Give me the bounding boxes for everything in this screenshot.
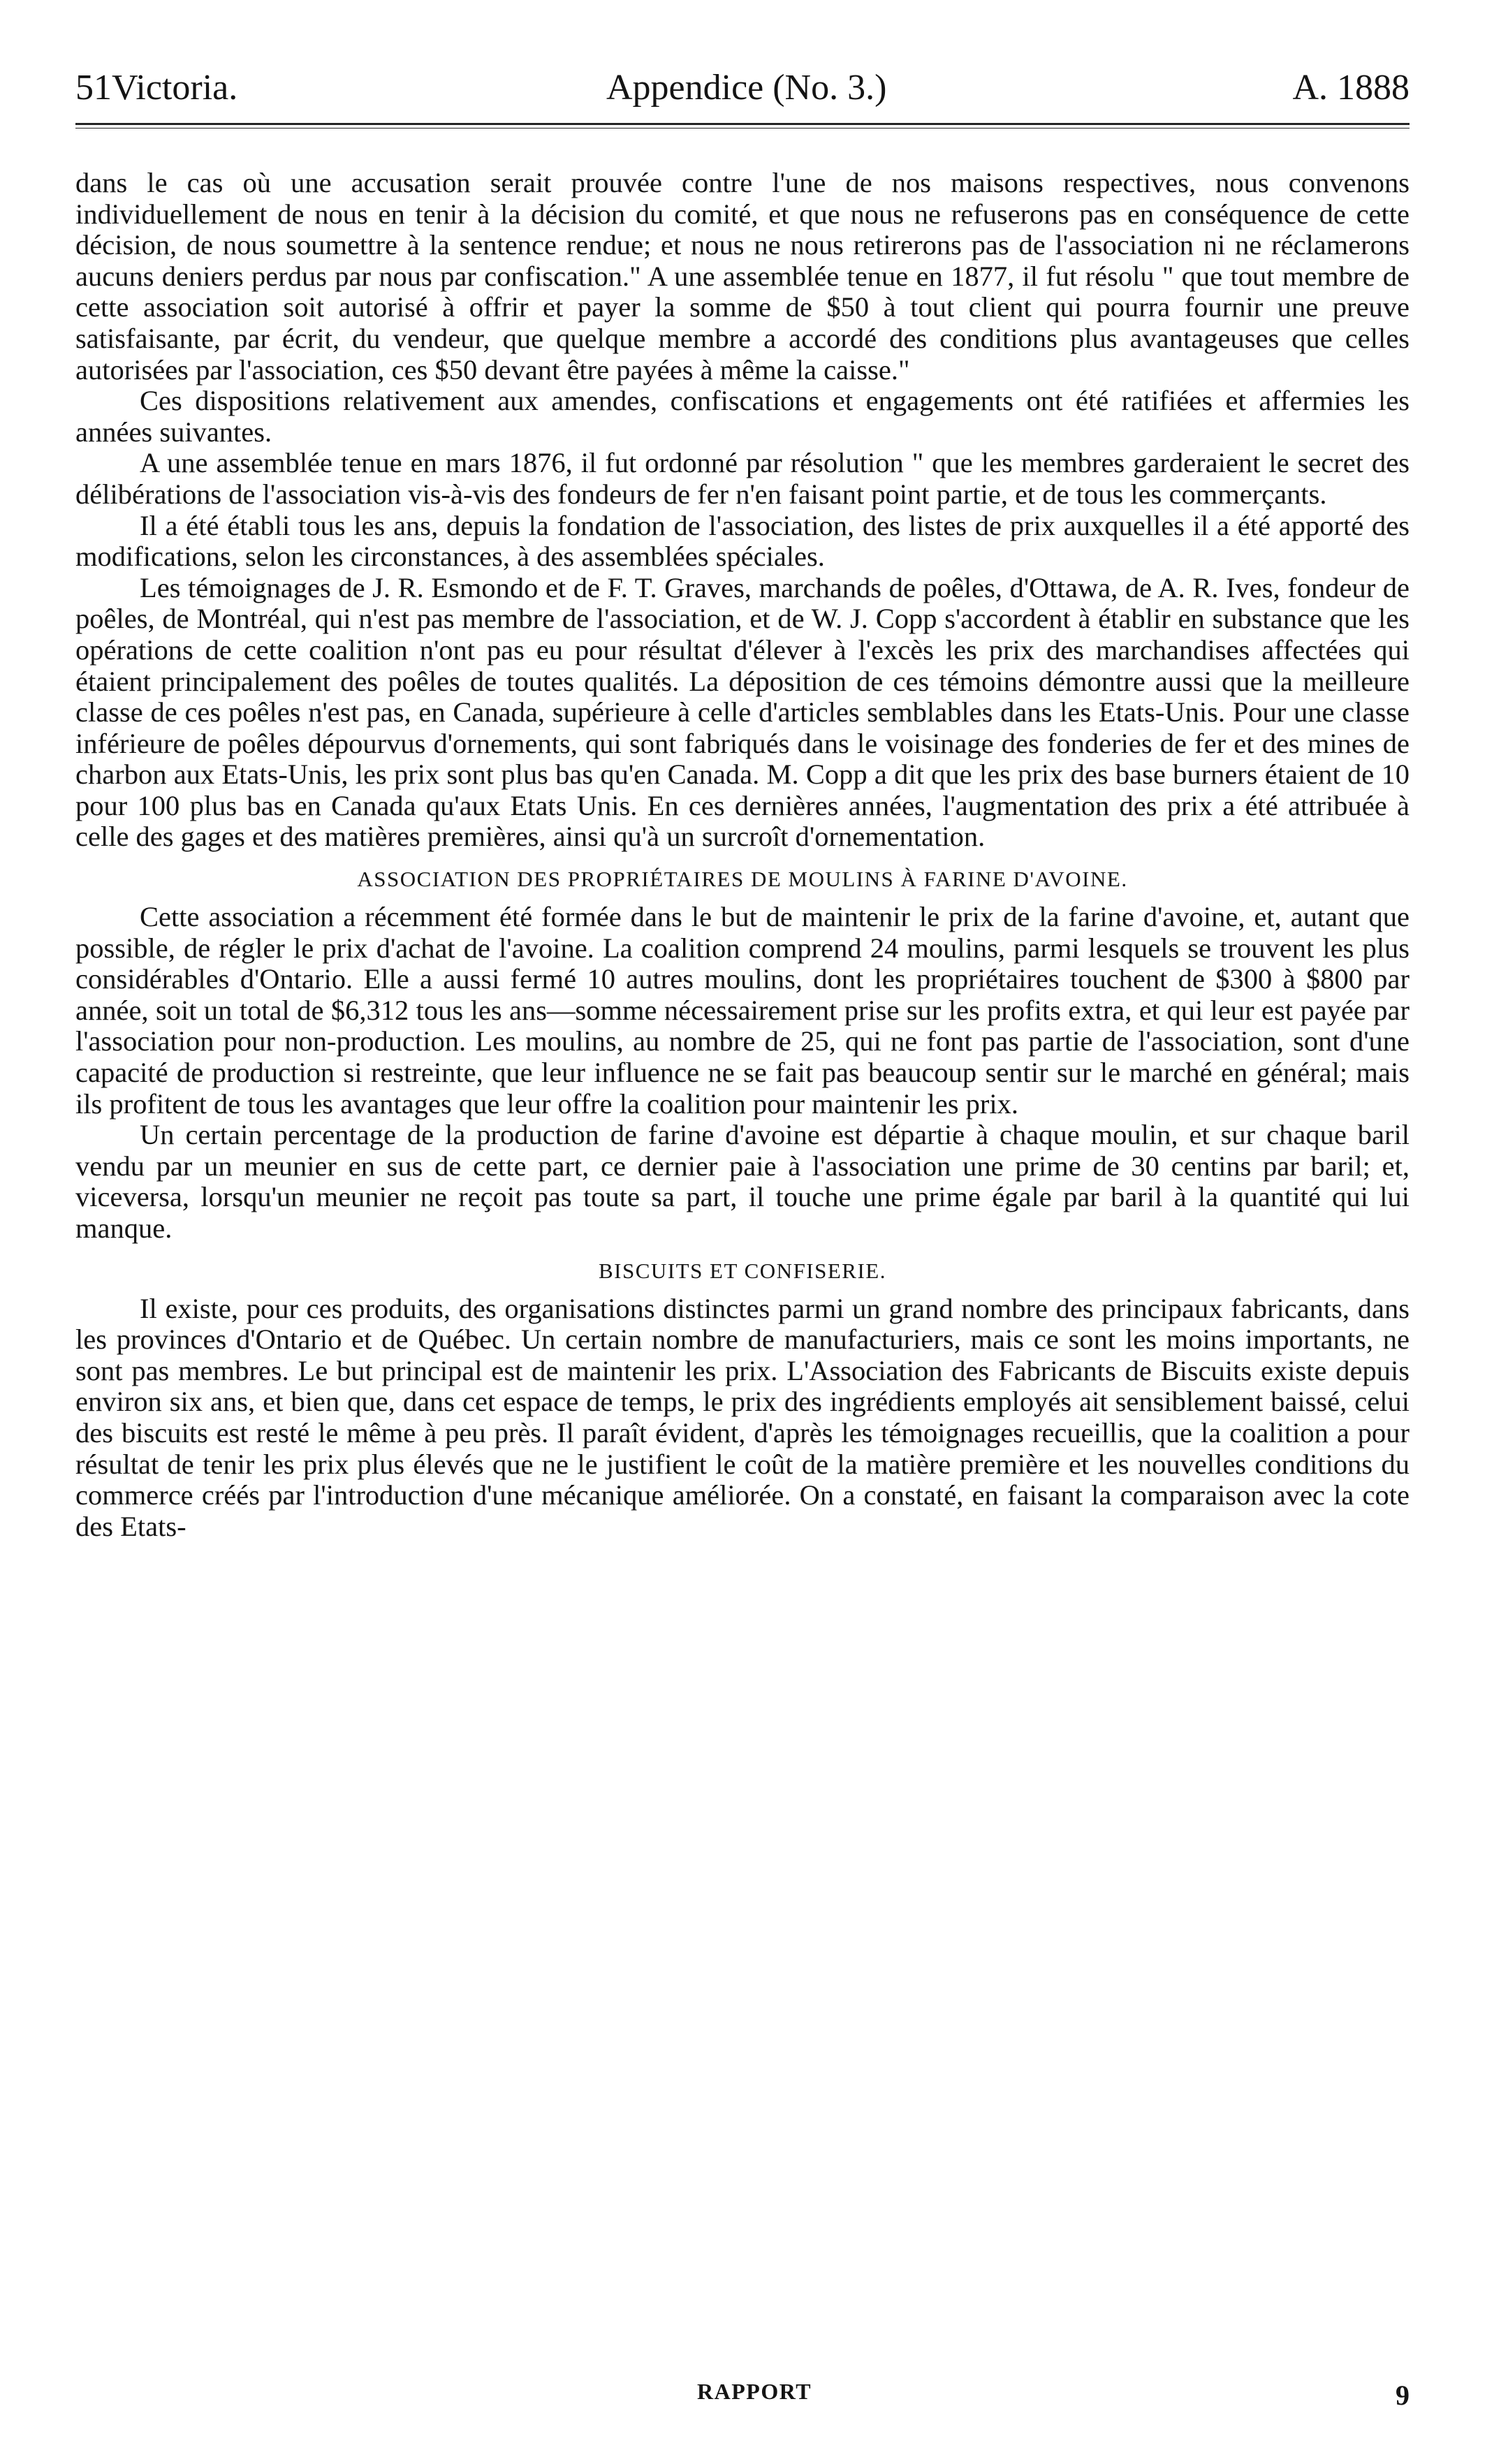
document-page (75, 56, 1410, 2430)
paragraph: Cette association a récemment été formée dans le but de maintenir le prix de la farine d'avoine, et, autant que possible, de régler le prix d'achat de l'avoine. La coalition comprend 24 moulins, parmi lesquels se trouvent les plus considérables d'Ontario. Elle a aussi fermé 10 autres moulins, dont les propriétaires touchent de $300 à $800 par année, soit un total de $6,312 tous les ans—somme nécessairement prise sur les profits extra, et qui leur est payée par l'association pour non-production. Les moulins, au nombre de 25, qui ne font pas partie de l'association, sont d'une capacité de production si restreinte, que leur influence ne se fait pas beaucoup sentir sur le marché en général; mais ils profitent de tous les avantages que leur offre la coalition pour maintenir les prix. (75, 901, 1410, 1120)
paragraph: dans le cas où une accusation serait prouvée contre l'une de nos maisons respectives, nous convenons individuellement de nous en tenir à la décision du comité, et que nous ne refuserons pas en conséquence de cette décision, de nous soumettre à la sentence rendue; et nous ne nous retirerons pas de l'association ni ne réclamerons aucuns deniers perdus par nous par confiscation." A une assemblée tenue en 1877, il fut résolu " que tout membre de cette association soit autorisé à offrir et payer la somme de $50 à tout client qui pourra fournir une preuve satisfaisante, par écrit, du vendeur, que quelque membre a accordé des conditions plus avantageuses que celles autorisées par l'association, ces $50 devant être payées à même la caisse." (75, 167, 1410, 386)
header-session: 51Victoria. (75, 68, 238, 108)
paragraph: Ces dispositions relativement aux amendes, confiscations et engagements ont été ratifiées et affermies les années suivantes. (75, 385, 1410, 448)
page-number: 9 (1396, 2379, 1410, 2411)
paragraph: Il existe, pour ces produits, des organisations distinctes parmi un grand nombre des principaux fabricants, dans les provinces d'Ontario et de Québec. Un certain nombre de manufacturiers, mais ce sont les moins importants, ne sont pas membres. Le but principal est de maintenir les prix. L'Association des Fabricants de Biscuits existe depuis environ six ans, et bien que, dans cet espace de temps, le prix des ingrédients employés ait sensiblement baissé, celui des biscuits est resté le même à peu près. Il paraît évident, d'après les témoignages recueillis, que la coalition a pour résultat de tenir les prix plus élevés que ne le justifient le coût de la matière première et les nouvelles conditions du commerce créés par l'introduction d'une mécanique améliorée. On a constaté, en faisant la comparaison avec la cote des Etats- (75, 1292, 1410, 1542)
section-title-biscuits: BISCUITS ET CONFISERIE. (599, 1258, 886, 1283)
section-title-oatmeal: ASSOCIATION DES PROPRIÉTAIRES DE MOULINS À FARINE D'AVOINE. (357, 867, 1128, 892)
paragraph: Les témoignages de J. R. Esmondo et de F. T. Graves, marchands de poêles, d'Ottawa, de A. R. Ives, fondeur de poêles, de Montréal, qui n'est pas membre de l'association, et de W. J. Copp s'accordent à établir en substance que les opérations de cette coalition n'ont pas eu pour résultat d'élever à l'excès les prix des marchandises affectées qui étaient principalement des poêles de toutes qualités. La déposition de ces témoins démontre aussi que la meilleure classe de ces poêles n'est pas, en Canada, supérieure à celle d'articles semblables dans les Etats-Unis. Pour une classe inférieure de poêles dépourvus d'ornements, qui sont fabriqués dans le voisinage des fonderies de fer et des mines de charbon aux Etats-Unis, les prix sont plus bas qu'en Canada. M. Copp a dit que les prix des base burners étaient de 10 pour 100 plus bas en Canada qu'aux Etats Unis. En ces dernières années, l'augmentation des prix a été attribuée à celle des gages et des matières premières, ainsi qu'à un surcroît d'ornementation. (75, 571, 1410, 853)
paragraph: Il a été établi tous les ans, depuis la fondation de l'association, des listes de prix auxquelles il a été apporté des modifications, selon les circonstances, à des assemblées spéciales. (75, 509, 1410, 573)
page-body (75, 168, 1410, 1542)
header-year: A. 1888 (1292, 68, 1410, 108)
header-appendix: Appendice (No. 3.) (606, 68, 887, 108)
footer-signature: RAPPORT (697, 2379, 812, 2404)
page-footer (75, 2379, 1410, 2414)
paragraph: Un certain percentage de la production de farine d'avoine est départie à chaque moulin, et sur chaque baril vendu par un meunier en sus de cette part, ce dernier paie à l'association une prime de 30 centins par baril; et, viceversa, lorsqu'un meunier ne reçoit pas toute sa part, il touche une prime égale par baril à la quantité qui lui manque. (75, 1119, 1410, 1244)
paragraph: A une assemblée tenue en mars 1876, il fut ordonné par résolution " que les membres garderaient le secret des délibérations de l'association vis-à-vis des fondeurs de fer n'en faisant point partie, et de tous les commerçants. (75, 447, 1410, 510)
header-rule (75, 123, 1410, 129)
page-header (75, 56, 1410, 119)
